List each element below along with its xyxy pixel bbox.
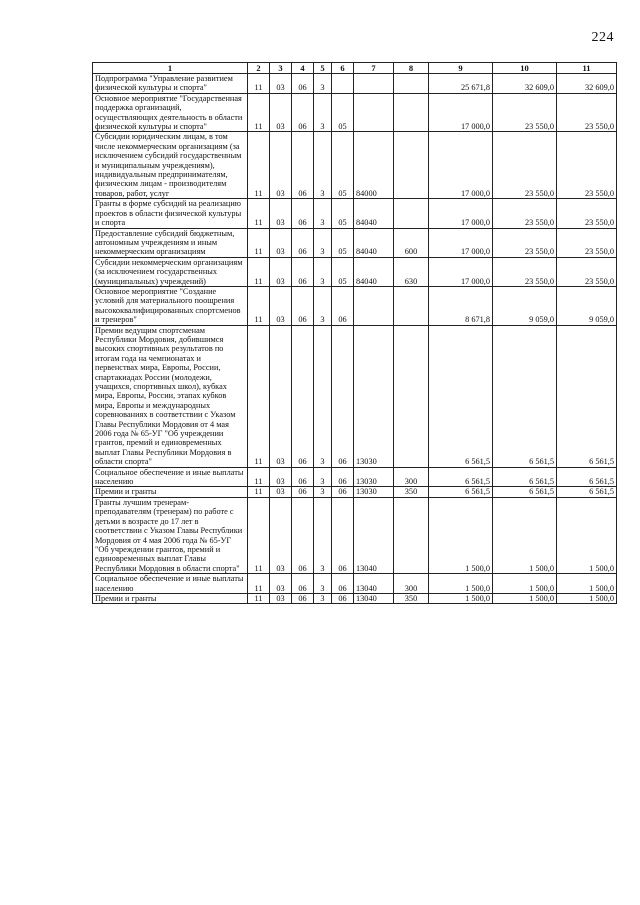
page-number: 224	[591, 30, 614, 45]
expense-type-cell	[394, 286, 429, 325]
amount-year-1-cell: 6 561,5	[429, 467, 493, 487]
direction-code-cell: 84040	[354, 257, 394, 286]
row-name-cell: Гранты лучшим тренерам-преподавателям (тренерам) по работе с детьми в возрасте до 17 лет в соответствии с Указом Главы Республики Мордовия от 4 мая 2006 года № 65-УГ "Об учреждении грантов, премий и единовременных выплат Главы Республики Мордовия в области спорта"	[93, 497, 248, 573]
direction-code-cell: 13040	[354, 574, 394, 594]
amount-year-1-cell: 17 000,0	[429, 199, 493, 228]
activity-code-cell: 06	[332, 286, 354, 325]
amount-year-2-cell: 23 550,0	[493, 257, 557, 286]
row-name-cell: Премии ведущим спортсменам Республики Мордовия, добившимся высоких спортивных результатов по итогам года на чемпионатах и первенствах мира, Европы, России, спартакиадах России (молодежи, учащихся, спортивных школ), кубках мира, Европы, России, этапах кубков мира, Европы и международных соревнованиях в соответствии с Указом Главы Республики Мордовия от 4 мая 2006 года № 65-УГ "Об учреждении грантов, премий и единовременных выплат Главы Республики Мордовия в области спорта"	[93, 325, 248, 467]
direction-code-cell: 84040	[354, 228, 394, 257]
section-code-cell: 11	[248, 467, 270, 487]
column-header: 1	[93, 63, 248, 74]
direction-code-cell: 84000	[354, 132, 394, 199]
amount-year-3-cell: 1 500,0	[557, 574, 617, 594]
subsection-code-cell: 03	[270, 574, 292, 594]
amount-year-2-cell: 23 550,0	[493, 132, 557, 199]
amount-year-3-cell: 1 500,0	[557, 497, 617, 573]
amount-year-3-cell: 32 609,0	[557, 74, 617, 94]
program-code-cell: 06	[292, 74, 314, 94]
amount-year-1-cell: 1 500,0	[429, 593, 493, 603]
amount-year-1-cell: 1 500,0	[429, 497, 493, 573]
expense-type-cell	[394, 132, 429, 199]
program-code-cell: 06	[292, 286, 314, 325]
amount-year-3-cell: 23 550,0	[557, 199, 617, 228]
expense-type-cell	[394, 74, 429, 94]
subprogram-code-cell: 3	[314, 228, 332, 257]
amount-year-3-cell: 23 550,0	[557, 257, 617, 286]
subprogram-code-cell: 3	[314, 497, 332, 573]
direction-code-cell: 84040	[354, 199, 394, 228]
subprogram-code-cell: 3	[314, 467, 332, 487]
amount-year-3-cell: 23 550,0	[557, 93, 617, 132]
amount-year-2-cell: 1 500,0	[493, 497, 557, 573]
table-row	[93, 74, 617, 94]
subprogram-code-cell: 3	[314, 487, 332, 497]
column-header: 5	[314, 63, 332, 74]
column-header: 8	[394, 63, 429, 74]
program-code-cell: 06	[292, 228, 314, 257]
activity-code-cell: 05	[332, 93, 354, 132]
table-row	[93, 467, 617, 487]
subprogram-code-cell: 3	[314, 199, 332, 228]
subprogram-code-cell: 3	[314, 286, 332, 325]
amount-year-3-cell: 23 550,0	[557, 132, 617, 199]
table-header-row	[93, 63, 617, 74]
activity-code-cell: 05	[332, 228, 354, 257]
row-name-cell: Предоставление субсидий бюджетным, автономным учреждениям и иным некоммерческим организациям	[93, 228, 248, 257]
row-name-cell: Премии и гранты	[93, 593, 248, 603]
subsection-code-cell: 03	[270, 257, 292, 286]
activity-code-cell: 06	[332, 467, 354, 487]
section-code-cell: 11	[248, 257, 270, 286]
amount-year-3-cell: 23 550,0	[557, 228, 617, 257]
expense-type-cell	[394, 93, 429, 132]
section-code-cell: 11	[248, 593, 270, 603]
program-code-cell: 06	[292, 132, 314, 199]
program-code-cell: 06	[292, 497, 314, 573]
activity-code-cell: 05	[332, 132, 354, 199]
program-code-cell: 06	[292, 487, 314, 497]
expense-type-cell: 300	[394, 467, 429, 487]
amount-year-1-cell: 8 671,8	[429, 286, 493, 325]
section-code-cell: 11	[248, 574, 270, 594]
subsection-code-cell: 03	[270, 93, 292, 132]
activity-code-cell: 06	[332, 325, 354, 467]
section-code-cell: 11	[248, 325, 270, 467]
subsection-code-cell: 03	[270, 228, 292, 257]
amount-year-2-cell: 6 561,5	[493, 325, 557, 467]
subsection-code-cell: 03	[270, 286, 292, 325]
table-row	[93, 257, 617, 286]
subprogram-code-cell: 3	[314, 574, 332, 594]
subsection-code-cell: 03	[270, 593, 292, 603]
program-code-cell: 06	[292, 467, 314, 487]
amount-year-3-cell: 9 059,0	[557, 286, 617, 325]
table-row	[93, 487, 617, 497]
subprogram-code-cell: 3	[314, 325, 332, 467]
direction-code-cell	[354, 74, 394, 94]
amount-year-1-cell: 17 000,0	[429, 132, 493, 199]
table-row	[93, 199, 617, 228]
subsection-code-cell: 03	[270, 199, 292, 228]
subsection-code-cell: 03	[270, 487, 292, 497]
row-name-cell: Субсидии юридическим лицам, в том числе некоммерческим организациям (за исключением субсидий государственным и муниципальным учреждениям), индивидуальным предпринимателям, физическим лицам - производителям товаров, работ, услуг	[93, 132, 248, 199]
amount-year-1-cell: 6 561,5	[429, 325, 493, 467]
table-row	[93, 497, 617, 573]
expense-type-cell: 630	[394, 257, 429, 286]
activity-code-cell: 05	[332, 257, 354, 286]
expense-type-cell: 350	[394, 593, 429, 603]
amount-year-1-cell: 17 000,0	[429, 228, 493, 257]
direction-code-cell: 13040	[354, 593, 394, 603]
subprogram-code-cell: 3	[314, 257, 332, 286]
table-row	[93, 325, 617, 467]
amount-year-1-cell: 6 561,5	[429, 487, 493, 497]
direction-code-cell: 13030	[354, 325, 394, 467]
amount-year-2-cell: 6 561,5	[493, 487, 557, 497]
activity-code-cell	[332, 74, 354, 94]
subprogram-code-cell: 3	[314, 593, 332, 603]
subsection-code-cell: 03	[270, 325, 292, 467]
amount-year-3-cell: 6 561,5	[557, 325, 617, 467]
column-header: 7	[354, 63, 394, 74]
activity-code-cell: 06	[332, 574, 354, 594]
column-header: 4	[292, 63, 314, 74]
subprogram-code-cell: 3	[314, 132, 332, 199]
amount-year-1-cell: 17 000,0	[429, 93, 493, 132]
direction-code-cell: 13030	[354, 467, 394, 487]
section-code-cell: 11	[248, 74, 270, 94]
amount-year-1-cell: 1 500,0	[429, 574, 493, 594]
expense-type-cell: 350	[394, 487, 429, 497]
expense-type-cell	[394, 497, 429, 573]
subsection-code-cell: 03	[270, 497, 292, 573]
expense-type-cell: 300	[394, 574, 429, 594]
budget-table	[92, 62, 617, 604]
amount-year-2-cell: 23 550,0	[493, 228, 557, 257]
row-name-cell: Гранты в форме субсидий на реализацию проектов в области физической культуры и спорта	[93, 199, 248, 228]
column-header: 11	[557, 63, 617, 74]
amount-year-1-cell: 17 000,0	[429, 257, 493, 286]
program-code-cell: 06	[292, 257, 314, 286]
column-header: 9	[429, 63, 493, 74]
section-code-cell: 11	[248, 286, 270, 325]
program-code-cell: 06	[292, 199, 314, 228]
table-row	[93, 93, 617, 132]
section-code-cell: 11	[248, 487, 270, 497]
section-code-cell: 11	[248, 228, 270, 257]
row-name-cell: Подпрограмма "Управление развитием физической культуры и спорта"	[93, 74, 248, 94]
table-row	[93, 228, 617, 257]
table-body	[93, 74, 617, 604]
subsection-code-cell: 03	[270, 74, 292, 94]
direction-code-cell: 13030	[354, 487, 394, 497]
direction-code-cell: 13040	[354, 497, 394, 573]
activity-code-cell: 06	[332, 593, 354, 603]
subprogram-code-cell: 3	[314, 93, 332, 132]
amount-year-2-cell: 1 500,0	[493, 574, 557, 594]
subsection-code-cell: 03	[270, 467, 292, 487]
amount-year-1-cell: 25 671,8	[429, 74, 493, 94]
expense-type-cell	[394, 199, 429, 228]
subprogram-code-cell: 3	[314, 74, 332, 94]
amount-year-3-cell: 1 500,0	[557, 593, 617, 603]
section-code-cell: 11	[248, 497, 270, 573]
section-code-cell: 11	[248, 199, 270, 228]
table-row	[93, 286, 617, 325]
table-row	[93, 593, 617, 603]
amount-year-3-cell: 6 561,5	[557, 487, 617, 497]
row-name-cell: Социальное обеспечение и иные выплаты населению	[93, 467, 248, 487]
row-name-cell: Социальное обеспечение и иные выплаты населению	[93, 574, 248, 594]
amount-year-2-cell: 32 609,0	[493, 74, 557, 94]
program-code-cell: 06	[292, 325, 314, 467]
activity-code-cell: 06	[332, 497, 354, 573]
expense-type-cell: 600	[394, 228, 429, 257]
row-name-cell: Премии и гранты	[93, 487, 248, 497]
row-name-cell: Основное мероприятие "Государственная поддержка организаций, осуществляющих деятельность в области физической культуры и спорта"	[93, 93, 248, 132]
program-code-cell: 06	[292, 574, 314, 594]
column-header: 2	[248, 63, 270, 74]
activity-code-cell: 05	[332, 199, 354, 228]
program-code-cell: 06	[292, 93, 314, 132]
table-row	[93, 574, 617, 594]
row-name-cell: Основное мероприятие "Создание условий для материального поощрения высококвалифицированных спортсменов и тренеров"	[93, 286, 248, 325]
amount-year-2-cell: 6 561,5	[493, 467, 557, 487]
amount-year-3-cell: 6 561,5	[557, 467, 617, 487]
direction-code-cell	[354, 93, 394, 132]
row-name-cell: Субсидии некоммерческим организациям (за исключением государственных (муниципальных) учреждений)	[93, 257, 248, 286]
column-header: 6	[332, 63, 354, 74]
program-code-cell: 06	[292, 593, 314, 603]
activity-code-cell: 06	[332, 487, 354, 497]
direction-code-cell	[354, 286, 394, 325]
table-row	[93, 132, 617, 199]
amount-year-2-cell: 1 500,0	[493, 593, 557, 603]
expense-type-cell	[394, 325, 429, 467]
subsection-code-cell: 03	[270, 132, 292, 199]
section-code-cell: 11	[248, 132, 270, 199]
column-header: 10	[493, 63, 557, 74]
amount-year-2-cell: 9 059,0	[493, 286, 557, 325]
column-header: 3	[270, 63, 292, 74]
section-code-cell: 11	[248, 93, 270, 132]
amount-year-2-cell: 23 550,0	[493, 199, 557, 228]
amount-year-2-cell: 23 550,0	[493, 93, 557, 132]
